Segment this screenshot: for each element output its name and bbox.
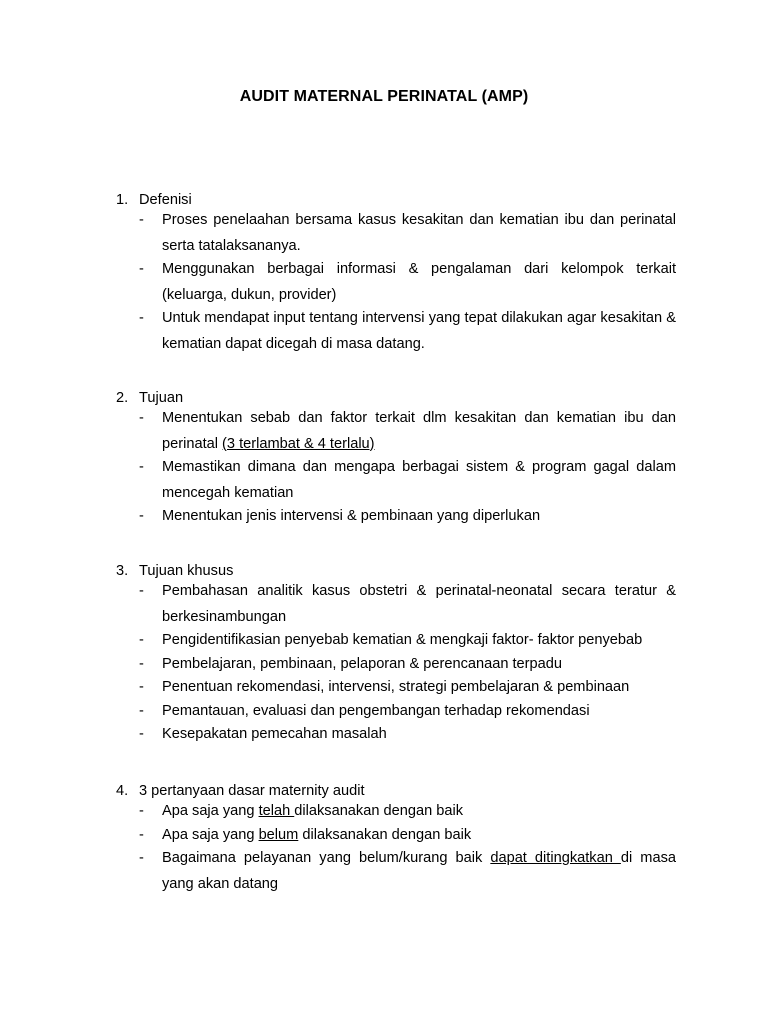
list-item-text: dilaksanakan dengan baik: [298, 826, 472, 843]
list-item: [116, 846, 676, 897]
list-item-text: dilaksanakan dengan baik: [294, 803, 464, 819]
bullet-dash: -: [139, 459, 144, 475]
bullet-dash: -: [139, 679, 144, 695]
bullet-dash: -: [139, 310, 144, 326]
list-item-text: Apa saja yang: [162, 803, 259, 819]
section-number: 3.: [116, 563, 129, 579]
bullet-dash: -: [139, 508, 144, 524]
list-item-text: Pembahasan analitik kasus obstetri & perinatal-neonatal secara teratur & berkesinambungan: [162, 583, 676, 625]
list-item: [116, 504, 676, 530]
list-item: [116, 652, 676, 678]
section-heading-text: Tujuan khusus: [139, 563, 234, 579]
list-item-text: Proses penelaahan bersama kasus kesakitan dan kematian ibu dan perinatal serta tatalaksananya.: [162, 212, 676, 254]
list-item-text: di masa yang akan datang: [162, 850, 676, 892]
section-heading: [116, 781, 676, 801]
bullet-dash: -: [139, 655, 144, 672]
bullet-dash: -: [139, 803, 144, 819]
list-item-text: Kesepakatan pemecahan masalah: [162, 726, 387, 742]
list-item-text: Menentukan jenis intervensi & pembinaan yang diperlukan: [162, 508, 541, 524]
list-item: [116, 406, 676, 457]
list-item: [116, 799, 676, 825]
section-defenisi: [116, 190, 676, 357]
bullet-dash: -: [139, 850, 144, 866]
underlined-text: dapat ditingkatkan: [490, 850, 621, 866]
bullet-dash: -: [139, 410, 144, 426]
bullet-dash: -: [139, 261, 144, 277]
section-heading: [116, 190, 676, 210]
section-number: 2.: [116, 390, 129, 406]
bullet-dash: -: [139, 583, 144, 599]
section-tujuan: [116, 388, 676, 530]
list-item-text: Pemantauan, evaluasi dan pengembangan terhadap rekomendasi: [162, 702, 590, 719]
bullet-dash: -: [139, 632, 144, 648]
list-item: [116, 675, 676, 701]
bullet-dash: -: [139, 212, 144, 228]
list-item-text: Menentukan sebab dan faktor terkait dlm kesakitan dan kematian ibu dan perinatal: [162, 410, 676, 452]
list-item: [116, 628, 676, 654]
list-item-text: Pembelajaran, pembinaan, pelaporan & perencanaan terpadu: [162, 655, 562, 672]
bullet-dash: -: [139, 726, 144, 742]
list-item-text: Apa saja yang: [162, 826, 259, 843]
section-heading-text: Defenisi: [139, 192, 192, 208]
section-heading-text: Tujuan: [139, 390, 184, 406]
underlined-text: (3 terlambat & 4 terlalu): [222, 435, 375, 452]
list-item: [116, 455, 676, 506]
list-item: [116, 722, 676, 748]
underlined-text: belum: [258, 826, 299, 843]
bullet-dash: -: [139, 826, 144, 843]
section-pertanyaan-dasar: [116, 781, 676, 897]
list-item-text: Untuk mendapat input tentang intervensi yang tepat dilakukan agar kesakitan & kematian dapat dicegah di masa datang.: [162, 310, 676, 352]
list-item-text: Memastikan dimana dan mengapa berbagai sistem & program gagal dalam mencegah kematian: [162, 459, 676, 501]
page-title: AUDIT MATERNAL PERINATAL (AMP): [239, 88, 529, 105]
section-number: 1.: [116, 192, 129, 208]
list-item: [116, 257, 676, 308]
list-item: [116, 699, 676, 725]
section-tujuan-khusus: [116, 561, 676, 748]
list-item-text: Menggunakan berbagai informasi & pengalaman dari kelompok terkait (keluarga, dukun, provider): [162, 261, 676, 303]
list-item-text: Pengidentifikasian penyebab kematian & mengkaji faktor- faktor penyebab: [162, 632, 643, 648]
underlined-text: telah: [258, 803, 295, 819]
section-heading: [116, 388, 676, 408]
section-number: 4.: [116, 783, 129, 799]
section-heading-text: 3 pertanyaan dasar maternity audit: [139, 783, 365, 799]
list-item: [116, 823, 676, 849]
list-item: [116, 306, 676, 357]
list-item-text: Bagaimana pelayanan yang belum/kurang baik: [162, 850, 491, 866]
list-item: [116, 579, 676, 630]
bullet-dash: -: [139, 702, 144, 719]
section-heading: [116, 561, 676, 581]
list-item: [116, 208, 676, 259]
list-item-text: Penentuan rekomendasi, intervensi, strategi pembelajaran & pembinaan: [162, 679, 630, 695]
